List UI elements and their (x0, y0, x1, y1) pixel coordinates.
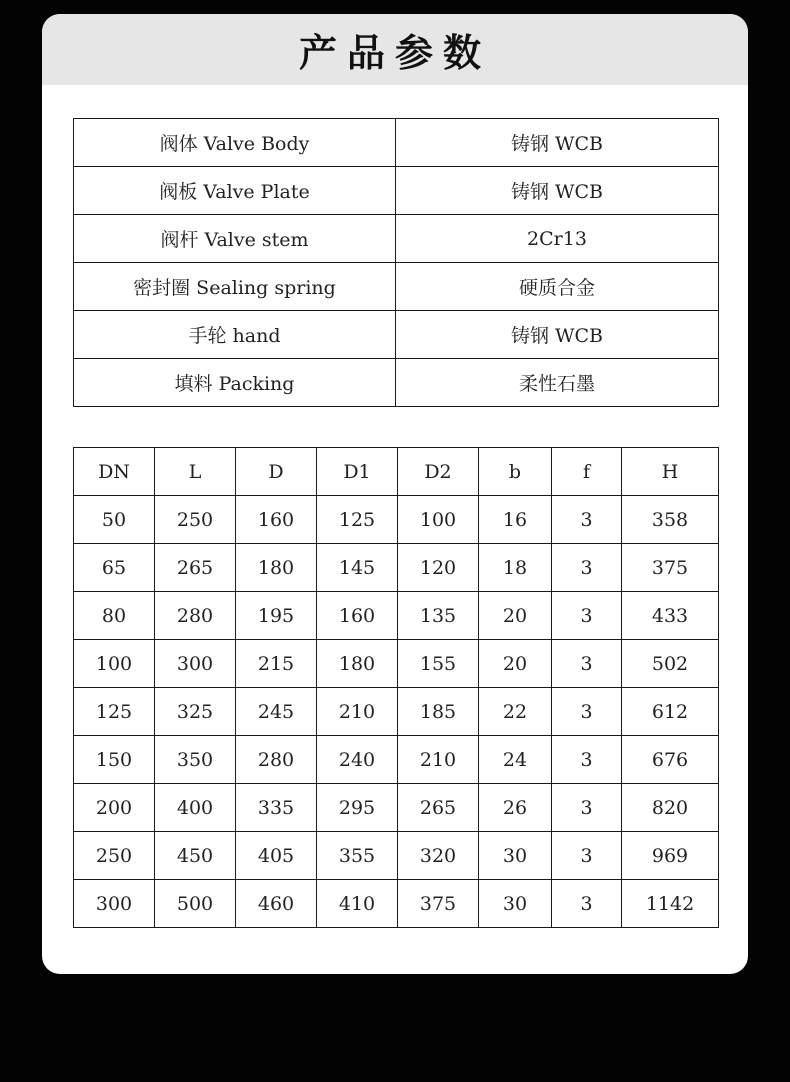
table-cell: 1142 (622, 880, 719, 928)
table-cell: 22 (479, 688, 552, 736)
column-header: H (622, 448, 719, 496)
table-row (74, 880, 719, 928)
table-header-row (74, 448, 719, 496)
table-cell: 26 (479, 784, 552, 832)
table-cell: 210 (317, 688, 398, 736)
table-cell: 350 (155, 736, 236, 784)
table-cell: 502 (622, 640, 719, 688)
table-cell: 3 (552, 592, 622, 640)
table-cell: 180 (317, 640, 398, 688)
table-cell: 295 (317, 784, 398, 832)
table-cell: 410 (317, 880, 398, 928)
column-header: f (552, 448, 622, 496)
part-name-cell: 阀杆 Valve stem (74, 215, 396, 263)
table-cell: 3 (552, 496, 622, 544)
table-row (74, 359, 719, 407)
table-cell: 676 (622, 736, 719, 784)
table-cell: 30 (479, 880, 552, 928)
table-cell: 280 (236, 736, 317, 784)
part-name-cell: 手轮 hand (74, 311, 396, 359)
table-cell: 265 (155, 544, 236, 592)
card-header (42, 14, 748, 85)
table-cell: 16 (479, 496, 552, 544)
part-name-cell: 阀体 Valve Body (74, 119, 396, 167)
column-header: D1 (317, 448, 398, 496)
table-cell: 250 (74, 832, 155, 880)
table-cell: 185 (398, 688, 479, 736)
table-row (74, 311, 719, 359)
material-cell: 铸钢 WCB (396, 167, 719, 215)
table-row (74, 263, 719, 311)
table-cell: 450 (155, 832, 236, 880)
table-row (74, 640, 719, 688)
table-cell: 200 (74, 784, 155, 832)
table-row (74, 496, 719, 544)
table-cell: 145 (317, 544, 398, 592)
table-cell: 180 (236, 544, 317, 592)
dimensions-body (74, 496, 719, 928)
table-cell: 240 (317, 736, 398, 784)
table-row (74, 736, 719, 784)
material-cell: 铸钢 WCB (396, 119, 719, 167)
table-cell: 3 (552, 544, 622, 592)
table-row (74, 119, 719, 167)
table-cell: 215 (236, 640, 317, 688)
dimensions-table (73, 447, 719, 928)
table-cell: 265 (398, 784, 479, 832)
table-cell: 280 (155, 592, 236, 640)
table-cell: 245 (236, 688, 317, 736)
table-row (74, 544, 719, 592)
table-cell: 155 (398, 640, 479, 688)
table-cell: 300 (155, 640, 236, 688)
material-cell: 2Cr13 (396, 215, 719, 263)
table-row (74, 215, 719, 263)
table-cell: 400 (155, 784, 236, 832)
table-cell: 100 (74, 640, 155, 688)
table-cell: 612 (622, 688, 719, 736)
table-cell: 20 (479, 640, 552, 688)
table-cell: 135 (398, 592, 479, 640)
table-cell: 50 (74, 496, 155, 544)
table-row (74, 784, 719, 832)
material-cell: 硬质合金 (396, 263, 719, 311)
table-cell: 160 (317, 592, 398, 640)
table-cell: 300 (74, 880, 155, 928)
column-header: D2 (398, 448, 479, 496)
table-cell: 160 (236, 496, 317, 544)
table-cell: 100 (398, 496, 479, 544)
table-cell: 375 (398, 880, 479, 928)
table-cell: 969 (622, 832, 719, 880)
table-row (74, 167, 719, 215)
page-title: 产品参数 (298, 31, 491, 75)
table-cell: 150 (74, 736, 155, 784)
table-cell: 433 (622, 592, 719, 640)
table-row (74, 592, 719, 640)
table-cell: 30 (479, 832, 552, 880)
table-cell: 325 (155, 688, 236, 736)
table-row (74, 688, 719, 736)
table-cell: 405 (236, 832, 317, 880)
table-row (74, 832, 719, 880)
table-cell: 120 (398, 544, 479, 592)
part-name-cell: 密封圈 Sealing spring (74, 263, 396, 311)
table-cell: 3 (552, 688, 622, 736)
table-cell: 125 (317, 496, 398, 544)
material-cell: 柔性石墨 (396, 359, 719, 407)
column-header: L (155, 448, 236, 496)
table-cell: 820 (622, 784, 719, 832)
product-params-card (42, 14, 748, 974)
column-header: b (479, 448, 552, 496)
table-cell: 3 (552, 736, 622, 784)
table-cell: 80 (74, 592, 155, 640)
material-cell: 铸钢 WCB (396, 311, 719, 359)
column-header: DN (74, 448, 155, 496)
table-cell: 320 (398, 832, 479, 880)
table-cell: 460 (236, 880, 317, 928)
column-header: D (236, 448, 317, 496)
table-cell: 24 (479, 736, 552, 784)
table-cell: 3 (552, 640, 622, 688)
table-cell: 335 (236, 784, 317, 832)
table-cell: 18 (479, 544, 552, 592)
table-cell: 358 (622, 496, 719, 544)
table-cell: 3 (552, 880, 622, 928)
table-cell: 195 (236, 592, 317, 640)
table-cell: 125 (74, 688, 155, 736)
materials-table (73, 118, 719, 407)
table-cell: 500 (155, 880, 236, 928)
table-cell: 3 (552, 832, 622, 880)
part-name-cell: 填料 Packing (74, 359, 396, 407)
table-cell: 3 (552, 784, 622, 832)
part-name-cell: 阀板 Valve Plate (74, 167, 396, 215)
table-cell: 20 (479, 592, 552, 640)
table-cell: 375 (622, 544, 719, 592)
table-cell: 65 (74, 544, 155, 592)
table-cell: 250 (155, 496, 236, 544)
table-cell: 355 (317, 832, 398, 880)
table-cell: 210 (398, 736, 479, 784)
